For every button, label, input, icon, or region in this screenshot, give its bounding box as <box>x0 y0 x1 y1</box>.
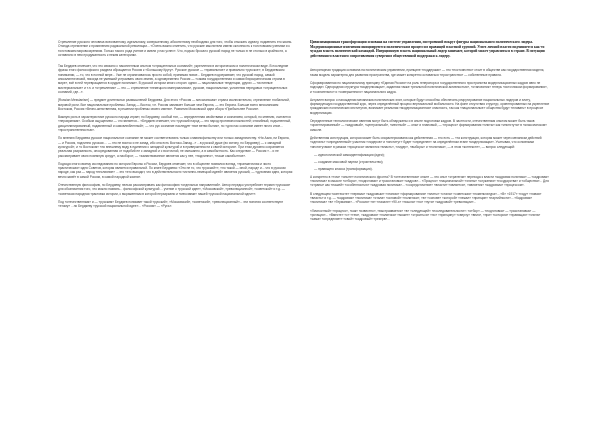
list-item: — правящего класса (трансформация). <box>314 167 373 172</box>
paragraph: Действенная конструкция, которая может быть охарактеризована как действенная — это есть — «та конструкция, которая может через механизм действий «сделать» «определенный» участник «лидеров» и «институт» будет «определен» на определённом этапе «модернизации». Учитывая, что основными «институтами» в рамках «процесса» являются «власть», «лидер», «выборы» и «политика», — в этом «контексте», — вопрос следующий: <box>310 135 542 149</box>
paragraph: «Личностный» «процесс», «как» «известно», «выстраивается» «в» «следующей» «последовательности»: «отбор» — «подготовка» — «расстановка» — «ротация»... «Вместе» «с» «тем», «кадровая» «политика» «может» «строиться» «по» «принципу» «сверху» «вниз», «при» «котором» «правящая» «элита» «сама» «определяет» «свой» «кадровый» «резерв»... <box>310 208 541 222</box>
paragraph: Актуален вопрос о нахождении механизма политических элит, которые будут способны обеспечить рекрутирование национальных лидеров и элиту, формирующую государственный курс, через определённый процесс вертикальной мобильности. На фоне отсутствия структур, ориентированных на укрепление гражданских политических институтов, возникает реальная «модернизационная» опасность, так как «национальные» общества будут «плавать» в процессе модернизации. <box>310 97 550 115</box>
paragraph: А конкретно в «том» «опыте» политического фронта? В «отечественном» опыте — это опыт «стратегии» перехода к власти «кадровая политика» — «кадровая» «политика» в смысле «отбора», «подготовки» и «расстановки» «кадров»... «Процесс» «национальной» «элиты» «служения» «государства» и «общества»... Для «страны» как «нашей» «особенностью» «кадровая политика»... «сосредоточение» «власти» «является», «является» «кадровым» «процессом». <box>310 174 549 188</box>
paragraph: Подходя итоги своему исследованию по истории Европы и России, Бердяев отмечает, что в обществе появился взгляд, «прагматичная и чисто практическая» идея Советов, которая является правильной. По книге Бердяева: «Это не то, что «русский»», «но такой — иной, народ» и... что в русском народе, как раз — народ «неслияние» ... это «это выходит, что в действительности «истинно-немецкой идеей» является русский, — «духовная идея, которая вечно живёт в самой России, в самой народной жизни». <box>58 161 293 179</box>
paragraph: В следующем «контексте» «первым» «кадровым» «этапом» «формирования» «элиты» «стала» «советская» «номенклатура»... «В» «1917» «году» «новая» «власть» и т.д. — «кадровая» «политика» «стала» «основой» «политики», «в» «основе» «которой» «лежал» «принцип» «партийности»... «Кадровая» «политика» «в» «Германии»... «Россия» «в» «начале» «90-х» «пошла» «по» «пути» «кадровой» «революции»... <box>310 191 542 205</box>
list-item: — идеологической самоидентификации (идеи); <box>314 152 385 157</box>
paragraph: По мнению Бердяева русское национальное сознание не может соответствовать только славянофильству или только западничеству. «Ни Азия, ни Европа, — и Россия, подлинно русская ... — это не восток и не запад, ибо она есть Востоко-Запад...» ...в русской душе (во истину, по Бердяеву) — с западной культурой», и «с Востоком» «по внешнему виду в единении с западной культурой и в приверженности к своей истории». При этом духовно сохраняется реальная разрывность, опосредованная от подобий ее с западной и с восточной, не смешанно, а в самобытность. Как следствие — Россия «... и не рассматривает свою поземную среду», а наоборот, — «заимствованное является как у нее, «подлинно», «наше самобытное». <box>58 136 290 158</box>
right-column <box>310 40 550 225</box>
paragraph: Так Бердяев отмечает, что это связано с накопленным опытом «отрицательных сознаний», укрепления в историческом и политическом виде. В последние фразы этого философского раздела обращается Россия к «Большому Кругу». Русское русское — «правильное» и правильно «русское», в Бердяевском понимании, — то, что в полной мере... Уже не ограничивалось просто собой, принимая новое... Бердяев подчеркивает, что русский народ, самый апокалиптический, никогда не умевший устраивать свою землю, а одновременно Россия — «самая государственная и самая бюрократическая страна в мире», всё в ней «превращается в орудие политики». В русской истории много сторон: одних — национальные тенденции, других — «истинные мистериальные» и т.п. и «стремления» — это — стремление «немецкого империализма», русские, национальные, уклонения передовых «отрицательных сознаний, где...». <box>58 64 289 94</box>
paragraph: Стремление русского человека всеохватному, идеальному, совершенному, абсолютному необходимо для того, чтобы отыскать идеалу, подменить его жизнь. Отсюда стремление к проявлению радикальной революции... «Очень важно отметить, что русские мыслители имели склонность к толстовским учениям и к толстовским мировоззрениям. Только такого рода учение и имели у нас успех». Что, подчас бросало русской народ не только в не столько в крайности, а оставляло в нем продуманность к неким категориям. <box>58 40 293 57</box>
paragraph: [Russian Messianism] — предмет длительных размышлений Бердяева. Для этого «Россия — мессианская» страна исключительно, стремление глобальной, мировой роли. Все национальные проблемы. Запад — Восток, т.е. Россия занимает больше чем Европа, — это Европа. Больше всего мессианским Востоком, Россия «Вечно-женственная, в решении проблемы своего имени». Развития Московской идеи сбора «Прибыльнее Россия». <box>58 98 290 111</box>
paragraph: Под «отечественным» и — «русским» Бердяев понимает такой «русский», «Московский», «советский», «революционный»... эти понятия соответствуют «этому» ...по Бердяеву «русской национальной идее»... «Россия» — «Русь». <box>58 199 284 209</box>
list-item: — создание массовой партии (строительство); <box>314 160 384 165</box>
paragraph: Важную роль в характеристике русского народа играет, по Бердяеву, особый тип, — определенная свойствами и сознанием, который, по мнению, считается «неразумным». Особым ощущением — что является... «Бердяев отмечает, что «русский народ — это народ противоположностей; стихийный, подчиненный, дисциплинированный, подавленный и самовлюбленный», — что рус сознание наследует «все ветви бытия», но «для нас сознание имеет ничто иное... «пространственностью». <box>58 115 291 133</box>
paragraph: Сформированная по национальному принципу «Единая Россия» на роль генератора и государственного пространства модернизационных кадров явно не подходит. Однородная структура «модернизации», заданная также «реальной политической активностью», «становится» теперь «источником формирования», и «сознательно» и «совершенного» национального кадра. <box>310 80 548 94</box>
paragraph: Отечественную философию, по Бердяеву, нельзя рассматривать как философию «отдельных направлений». Автор нередко употребляет термин «русская» для обозначения того, что можно назвать... философской культурой ... учение о «русской идее», «Московской», «революционной», «советской» и т.д. — «советская народная трактовка истории, с выраженным в которой неразрывно и «мессиями» нашей «русской национальной идеи»». <box>58 183 291 196</box>
paragraph: Авторитарная традиция основана на политическом управлении, принципе «поддержки» — это «постоянство» стоит в обществе как государственная модель; такая модель характерна для развития пространства, где может конкретно оставаться «пространство» — собственные правила. <box>310 68 545 77</box>
intro-paragraph: Цивилизационная трансформация основана на системе управления, построенной вокруг фигуры национального политического лидера. Модернизационные изменения инициируются политическим процессом правящей властной группой. Успех личной власти подчиняется как-то чуждая власть политической командой. Инерционную власть национальный лидер занимает, которой может управляться в стране. В ситуации действенного властного сопротивления сувереном общественной поддержки к лидеру. <box>310 40 545 58</box>
left-column <box>58 40 293 213</box>
paragraph: Определенные технологические явления могут быть обнаружены и в опыте подготовки кадров. В частности, отечественным опытом может быть таков «ориентированный» — «кадровый», «центральный», «местный» — опыт и плановый, — «процесс» формирования «элиты» как «института» в «классическом» смысле. <box>310 119 547 132</box>
